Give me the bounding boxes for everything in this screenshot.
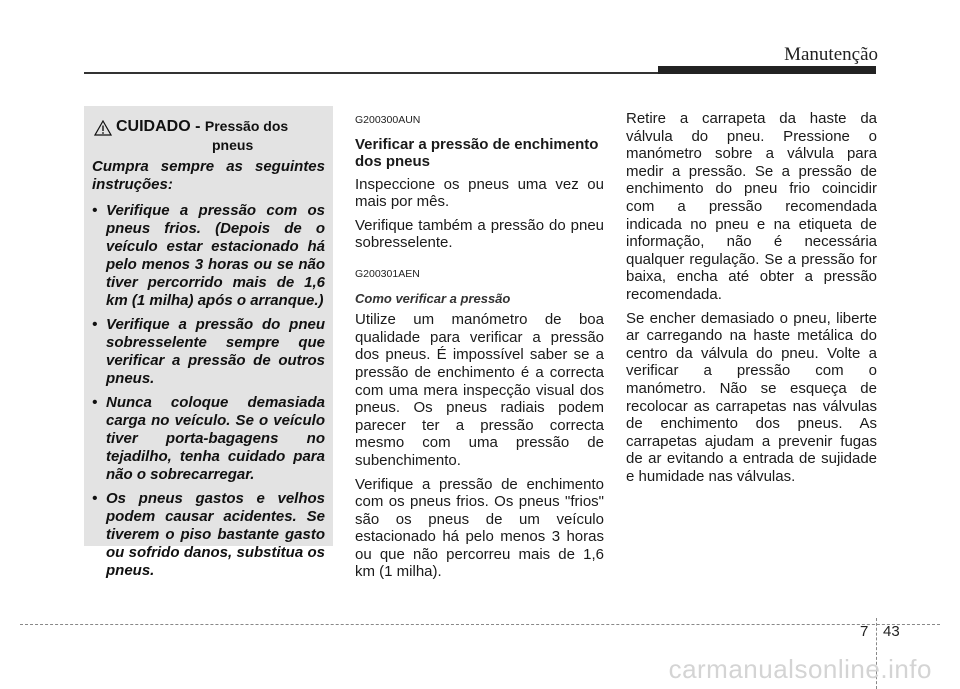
paragraph: Verifique também a pressão do pneu sobresselente. (355, 216, 604, 252)
warning-triangle-icon (94, 120, 112, 136)
right-column (626, 110, 877, 491)
caution-subtitle-2: pneus (212, 137, 254, 153)
bullet-symbol: • (92, 394, 98, 411)
caution-intro: Cumpra sempre as seguintes instruções: (92, 158, 325, 193)
bullet-symbol: • (92, 490, 98, 507)
caution-bullet (92, 202, 325, 310)
caution-bullet-text: Nunca coloque demasiada carga no veículo. Se o veículo tiver porta-bagagens no tejadilho, tenha cuidado para não o sobrecarregar. (106, 394, 325, 483)
section-code: G200301AEN (355, 267, 420, 280)
caution-subtitle-1: Pressão dos (204, 118, 289, 134)
paragraph: Retire a carrapeta da haste da válvula do pneu. Pressione o manómetro sobre a válvula para medir a pressão. Se a pressão de enchimento do pneu frio coincidir com a pressão recomendada indicada no pneu e na etiqueta de informação, não é necessária qualquer regulação. Se a pressão for baixa, encha até obter a pressão recomendada. (626, 110, 877, 303)
caution-bullet-text: Verifique a pressão do pneu sobresselente sempre que verificar a pressão de outros pneus. (106, 316, 325, 387)
caution-label: CUIDADO - (116, 118, 201, 135)
paragraph: Inspeccione os pneus uma vez ou mais por mês. (355, 175, 604, 211)
page-header-title: Manutenção (784, 44, 878, 65)
caution-bullet-text: Verifique a pressão com os pneus frios. (Depois de o veículo estar estacionado há pelo menos 3 horas ou se não tiver percorrido mais de 1,6 km (1 milha) após o arranque.) (106, 202, 325, 309)
bullet-symbol: • (92, 202, 98, 219)
caution-bullet-text: Os pneus gastos e velhos podem causar acidentes. Se tiverem o piso bastante gasto ou sofrido danos, substitua os pneus. (106, 490, 325, 579)
watermark: carmanualsonline.info (668, 654, 932, 684)
page-number: 43 (883, 623, 900, 640)
header-rule-accent (658, 66, 876, 74)
caution-bullet (92, 394, 325, 484)
paragraph: Utilize um manómetro de boa qualidade para verificar a pressão dos pneus. É impossível saber se a pressão de enchimento é a correcta com uma mera inspecção visual dos pneus. Os pneus radiais podem parecer ter a pressão correcta mesmo com uma pressão de subenchimento. (355, 311, 604, 469)
caution-bullet (92, 490, 325, 580)
paragraph: Verifique a pressão de enchimento com os pneus frios. Os pneus "frios" são os pneus de um veículo estacionado há pelo menos 3 horas ou que não percorreu mais de 1,6 km (1 milha). (355, 475, 604, 581)
middle-column (355, 112, 604, 587)
paragraph: Se encher demasiado o pneu, liberte ar carregando na haste metálica do centro da válvula do pneu. Volte a verificar a pressão com o manómetro. Não se esqueça de recolocar as carrapetas nas válvulas de enchimento dos pneus. As carrapetas ajudam a prevenir fugas de ar evitando a entrada de sujidade e humidade nas válvulas. (626, 309, 877, 485)
caution-bullet (92, 316, 325, 388)
footer-rule (20, 624, 940, 625)
section-heading: Verificar a pressão de enchimento dos pneus (355, 135, 599, 170)
caution-body (92, 158, 325, 586)
chapter-number: 7 (860, 623, 869, 640)
section-subheading: Como verificar a pressão (355, 290, 511, 306)
section-code: G200300AUN (355, 114, 421, 126)
caution-title (116, 118, 288, 136)
bullet-symbol: • (92, 316, 98, 333)
